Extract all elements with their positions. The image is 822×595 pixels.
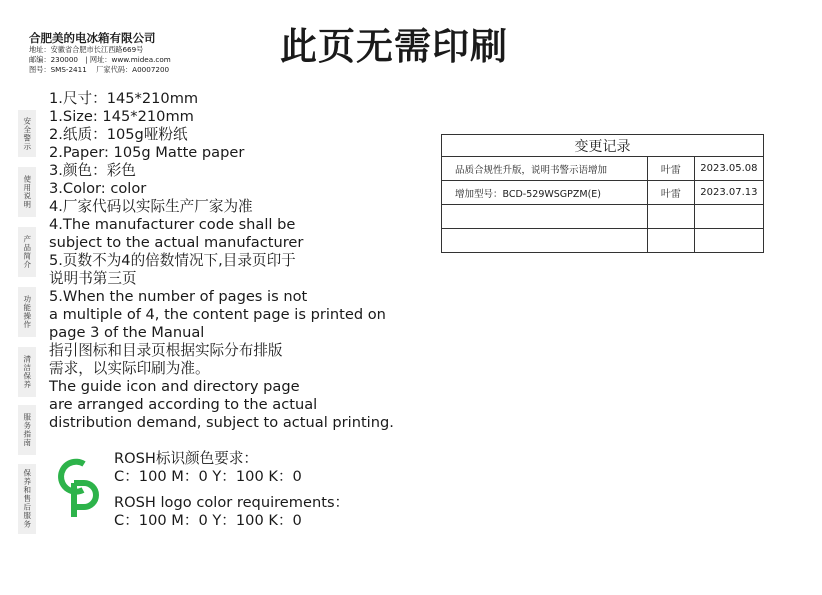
spec-line: 需求，以实际印刷为准。 — [49, 360, 210, 377]
rosh-cn-cmyk: C：100 M：0 Y：100 K：0 — [114, 468, 302, 485]
change-date — [694, 229, 763, 253]
spec-line: distribution demand, subject to actual printing. — [49, 414, 394, 431]
change-person: 叶雷 — [648, 157, 695, 181]
side-tab-function: 功能操作 — [18, 287, 36, 337]
side-tab-usage: 使用说明 — [18, 167, 36, 217]
spec-line: 5.页数不为4的倍数情况下,目录页印于 — [49, 252, 296, 269]
spec-line: 说明书第三页 — [49, 270, 137, 287]
company-name: 合肥美的电冰箱有限公司 — [29, 31, 156, 45]
table-row — [442, 229, 764, 253]
spec-line: a multiple of 4, the content page is printed on — [49, 306, 386, 323]
spec-line: 4.The manufacturer code shall be — [49, 216, 296, 233]
spec-line: The guide icon and directory page — [49, 378, 300, 395]
table-row — [442, 157, 764, 181]
table-row — [442, 181, 764, 205]
side-tab-product: 产品简介 — [18, 227, 36, 277]
spec-line: subject to the actual manufacturer — [49, 234, 304, 251]
company-contact: 邮编：230000 | 网址：www.midea.com — [29, 55, 171, 64]
company-block — [29, 31, 269, 75]
spec-line: 2.Paper: 105g Matte paper — [49, 144, 245, 161]
side-tab-safety: 安全警示 — [18, 110, 36, 157]
spec-line: 3.颜色：彩色 — [49, 162, 136, 179]
side-tab-service: 服务指南 — [18, 405, 36, 455]
change-log-title: 变更记录 — [442, 135, 764, 157]
company-codes: 图号：SMS-2411 厂家代码：A0007200 — [29, 65, 170, 74]
table-row — [442, 205, 764, 229]
change-person — [648, 205, 695, 229]
change-content — [442, 205, 648, 229]
spec-line: 2.纸质：105g哑粉纸 — [49, 126, 188, 143]
change-date: 2023.05.08 — [694, 157, 763, 181]
side-tab-aftersales: 保养和售后服务 — [18, 464, 36, 534]
rosh-requirements — [114, 450, 349, 530]
rosh-cn-label: ROSH标识颜色要求： — [114, 450, 259, 467]
change-date: 2023.07.13 — [694, 181, 763, 205]
rosh-logo-icon — [50, 455, 104, 521]
change-content: 品质合规性升版，说明书警示语增加 — [442, 157, 648, 181]
spec-line: 4.厂家代码以实际生产厂家为准 — [49, 198, 253, 215]
spec-line: 指引图标和目录页根据实际分布排版 — [49, 342, 283, 359]
change-content: 增加型号：BCD-529WSGPZM(E) — [442, 181, 648, 205]
spec-line: 3.Color: color — [49, 180, 147, 197]
change-log-table — [441, 134, 764, 253]
change-date — [694, 205, 763, 229]
change-person: 叶雷 — [648, 181, 695, 205]
spec-line: page 3 of the Manual — [49, 324, 205, 341]
print-spec-list — [49, 90, 419, 432]
spec-line: are arranged according to the actual — [49, 396, 318, 413]
side-tab-cleaning: 清洁保养 — [18, 347, 36, 397]
page-title: 此页无需印刷 — [280, 25, 508, 68]
rosh-en-cmyk: C：100 M：0 Y：100 K：0 — [114, 512, 302, 529]
rosh-en-label: ROSH logo color requirements： — [114, 494, 350, 511]
spec-line: 1.Size: 145*210mm — [49, 108, 194, 125]
company-address: 地址：安徽省合肥市长江西路669号 — [29, 45, 144, 54]
spec-line: 5.When the number of pages is not — [49, 288, 308, 305]
change-content — [442, 229, 648, 253]
spec-line: 1.尺寸：145*210mm — [49, 90, 199, 107]
change-person — [648, 229, 695, 253]
